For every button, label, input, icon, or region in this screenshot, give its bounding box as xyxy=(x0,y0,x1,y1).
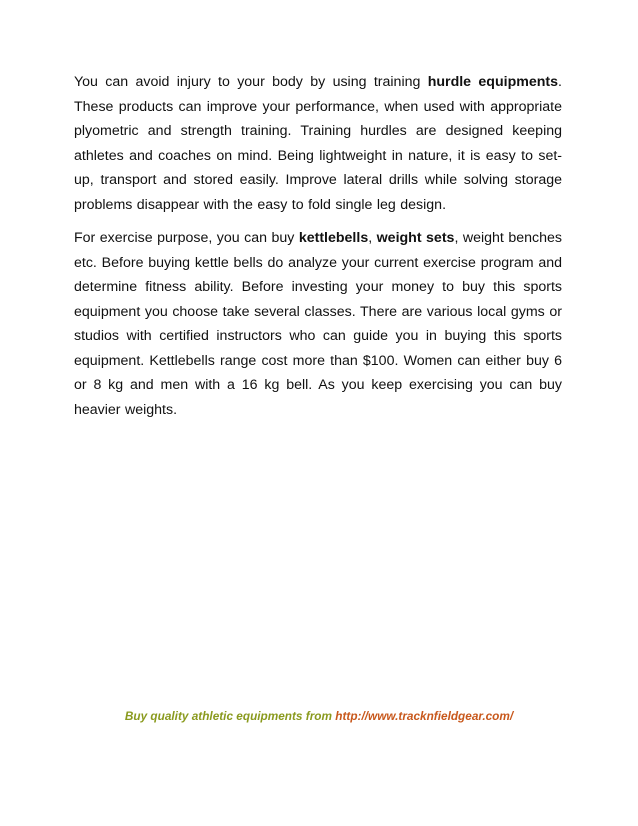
footer-link[interactable]: http://www.tracknfieldgear.com/ xyxy=(335,709,514,723)
footer-lead-text: Buy quality athletic equipments from xyxy=(124,709,336,723)
keyword-kettlebells: kettlebells xyxy=(298,230,369,246)
paragraph-kettlebells xyxy=(74,226,562,422)
paragraph-hurdles xyxy=(74,70,562,217)
text-run: , xyxy=(368,230,377,246)
keyword-hurdle-equipments: hurdle equipments xyxy=(427,74,559,90)
keyword-weight-sets: weight sets xyxy=(376,230,455,246)
text-run: . These products can improve your performance, when used with appropriate plyometric and strength training. Training hurdles are designed keeping athletes and coaches on mind. Being lightweight in nature, it is easy to set-up, transport and stored easily. Improve lateral drills while solving storage problems disappear with the easy to fold single leg design. xyxy=(74,74,562,213)
text-run: You can avoid injury to your body by using training xyxy=(74,74,428,90)
text-run: , weight benches etc. Before buying kettle bells do analyze your current exercise program and determine fitness ability. Before investing your money to buy this sports equipment you choose take several classes. There are various local gyms or studios with certified instructors who can guide you in buying this sports equipment. Kettlebells range cost more than $100. Women can either buy 6 or 8 kg and men with a 16 kg bell. As you keep exercising you can buy heavier weights. xyxy=(74,230,562,418)
text-run: For exercise purpose, you can buy xyxy=(74,230,299,246)
article-body xyxy=(74,70,562,431)
footer-promo xyxy=(0,709,638,723)
